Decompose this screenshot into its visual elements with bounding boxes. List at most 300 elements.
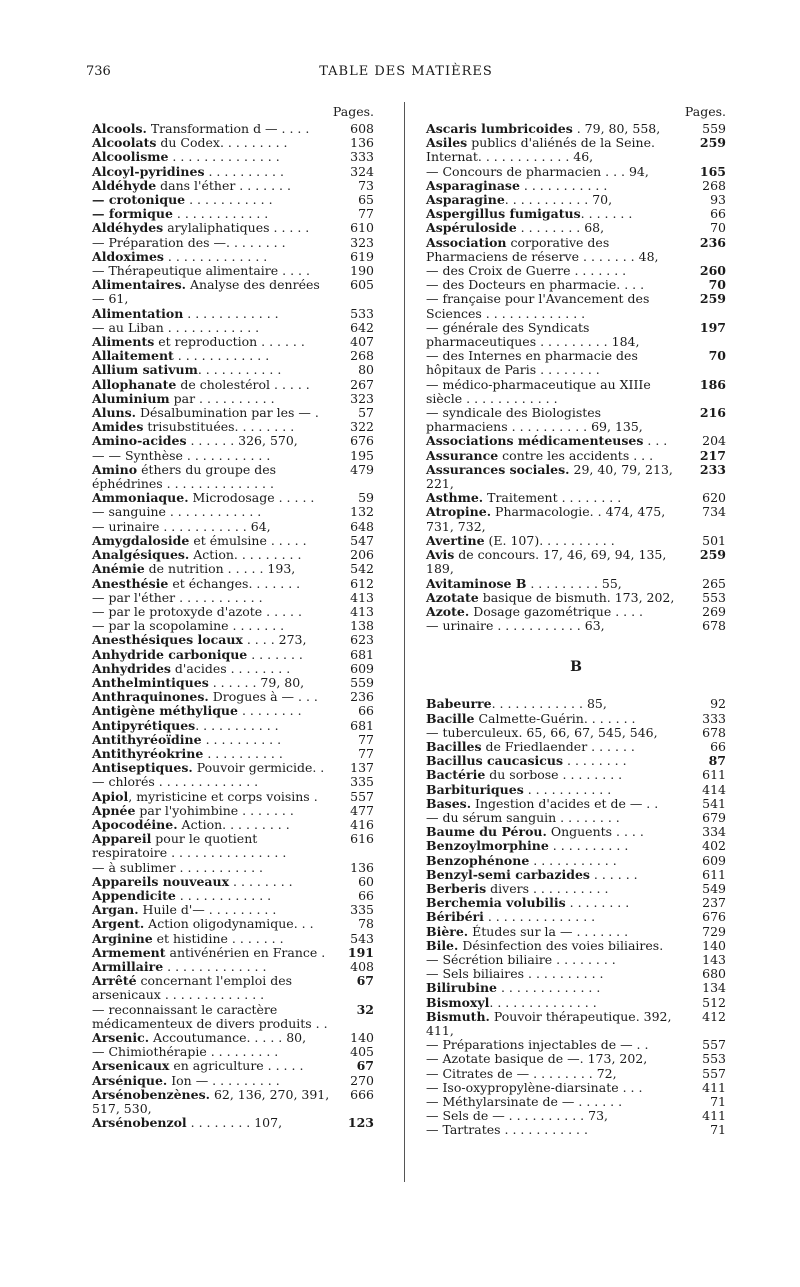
entry-text [92,761,330,775]
entry-text [426,825,682,839]
entry-text [426,953,682,967]
entry-page-number: 411 [702,1079,726,1095]
entry-page-number: 611 [702,866,726,882]
entry-heading: Antigène méthylique [92,703,238,719]
entry-page-number: 335 [350,774,374,790]
index-entry [426,882,726,896]
entry-text [92,221,330,235]
left-column [92,102,374,1130]
entry-heading: Barbituriques [426,781,524,797]
right-column [426,102,726,1138]
index-entry [426,264,726,278]
entry-detail: . . . . . . . . . . . . [183,305,279,321]
index-entry [92,804,374,818]
index-entry [92,449,374,463]
entry-detail: . . . . . . . . . . . [519,177,608,193]
entry-detail: . . . . . . . [247,646,303,662]
entry-page-number: 80 [358,362,374,378]
entry-detail: . . . . 273, [242,632,307,648]
entry-heading: Atropine. [426,504,492,520]
entry-detail: antivénérien en France . [165,944,326,960]
page-header [86,64,726,84]
entry-page-number: 611 [702,767,726,783]
entry-text [426,1095,682,1109]
entry-text [92,406,330,420]
entry-detail: (E. 107). . . . . . . . . . [484,532,615,548]
entry-detail: . . . . . . . . . . . . [173,348,270,364]
entry-heading: Bacille [426,710,475,726]
entry-page-number: 77 [358,206,374,222]
entry-page-number: 66 [710,738,726,754]
entry-heading: Avitaminose B [426,575,527,591]
entry-page-number: 236 [699,234,726,250]
entry-page-number: 260 [699,263,726,279]
entry-text [92,165,330,179]
index-entry [426,783,726,797]
index-entry [92,633,374,647]
entry-heading: Benzophénone [426,852,530,868]
entry-page-number: 136 [350,135,374,151]
entry-detail: — Sels de — . . . . . . . . . . 73, [426,1108,609,1124]
pages-column-heading: Pages. [684,104,726,119]
entry-detail: Pouvoir thérapeutique. 392, 411, [426,1008,672,1038]
index-entry [92,363,374,377]
entry-text [426,619,682,633]
entry-heading: Alcoolisme [92,149,169,165]
entry-detail: . . . . . . . . . 55, [526,575,622,591]
entry-heading: Aspergillus fumigatus [426,206,581,222]
entry-page-number: 557 [702,1037,726,1053]
index-entry [92,1045,374,1059]
entry-detail: — par la scopolamine . . . . . . . [92,618,285,634]
entry-text [92,1059,330,1073]
entry-detail: — urinaire . . . . . . . . . . . 64, [92,518,271,534]
index-entry [426,236,726,264]
entry-page-number: 66 [358,703,374,719]
index-entry [426,839,726,853]
entry-page-number: 619 [350,248,374,264]
entry-text [426,193,682,207]
entry-detail: . . . . . . . . . . . [523,781,612,797]
index-entry [92,733,374,747]
entry-text [426,1067,682,1081]
entry-heading: Antithyréokrine [92,745,204,761]
index-entry [92,704,374,718]
entry-detail: de nutrition . . . . . 193, [144,561,296,577]
entry-page-number: 678 [702,618,726,634]
index-entry [426,548,726,576]
entry-detail: . . . . . . . . [565,895,630,911]
page-number: 736 [86,64,111,79]
index-entry [426,591,726,605]
entry-page-number: 165 [699,163,726,179]
index-entry [92,335,374,349]
entry-detail: Transformation d — . . . . [146,121,310,136]
entry-text [426,1010,682,1038]
entry-page-number: 416 [350,816,374,832]
entry-heading: Bière. [426,923,469,939]
entry-text [92,690,330,704]
entry-text [92,790,330,804]
entry-detail: par . . . . . . . . . . [169,390,275,406]
index-entry [92,818,374,832]
entry-heading: Alimentaires. [92,277,187,293]
entry-page-number: 679 [702,809,726,825]
entry-detail: — à sublimer . . . . . . . . . . . [92,859,264,875]
running-title: TABLE DES MATIÈRES [319,64,493,79]
entry-text [92,378,330,392]
index-entry [92,278,374,306]
entry-detail: . . . . . . 326, 570, [186,433,298,449]
entry-detail: — Chimiothérapie . . . . . . . . . [92,1044,279,1060]
index-entry [426,534,726,548]
entry-heading: Aluns. [92,405,137,421]
entry-text [426,996,682,1010]
entry-page-number: 543 [350,930,374,946]
entry-text [426,463,682,491]
index-entry [426,726,726,740]
entry-detail: — par l'éther . . . . . . . . . . . [92,589,263,605]
entry-detail: . . . . . . . [580,206,633,222]
index-entry [426,967,726,981]
index-entry [92,719,374,733]
entry-heading: Anhydride carbonique [92,646,248,662]
entry-heading: Aspéruloside [426,220,517,236]
index-entry [426,697,726,711]
entry-detail: . . . . . . . . [563,753,627,769]
entry-text [92,264,330,278]
entry-text [426,967,682,981]
entry-page-number: 680 [702,966,726,982]
index-entry [92,662,374,676]
index-entry [92,917,374,931]
entry-page-number: 32 [356,1001,374,1017]
entry-detail: — par le protoxyde d'azote . . . . . [92,603,302,619]
entry-text [92,136,330,150]
entry-text [426,179,682,193]
index-list-right-b [426,697,726,1137]
entry-page-number: 70 [708,277,726,293]
entry-text [92,577,330,591]
entry-text [426,868,682,882]
entry-page-number: 143 [702,951,726,967]
entry-page-number: 408 [350,958,374,974]
entry-page-number: 324 [350,163,374,179]
entry-page-number: 323 [350,234,374,250]
entry-heading: Asparaginase [426,177,520,193]
entry-page-number: 195 [350,447,374,463]
entry-text [426,1109,682,1123]
entry-text [92,818,330,832]
entry-page-number: 402 [702,838,726,854]
entry-text [426,939,682,953]
index-entry [426,434,726,448]
entry-detail: — Sels biliaires . . . . . . . . . . [426,966,604,982]
entry-heading: Anthraquinones. [92,689,209,705]
entry-detail: corporative des Pharmaciens de réserve . . . . . . . 48, [426,234,659,264]
entry-heading: Baume du Pérou. [426,824,547,840]
entry-text [92,179,330,193]
entry-heading: Allophanate [92,376,177,392]
entry-text [92,520,330,534]
entry-text [92,832,330,860]
entry-text [426,740,682,754]
entry-text [92,1031,330,1045]
entry-page-number: 623 [350,632,374,648]
entry-detail: — Concours de pharmacien . . . 94, [426,163,649,179]
entry-heading: Argent. [92,916,145,932]
entry-detail: . . . . . . 79, 80, [208,674,305,690]
entry-detail: Ingestion d'acides et de — . . [471,795,659,811]
index-entry [92,150,374,164]
entry-page-number: 66 [710,206,726,222]
index-entry [92,861,374,875]
index-entry [92,378,374,392]
entry-detail: par l'yohimbine . . . . . . . [135,802,294,818]
entry-detail: Calmette-Guérin. . . . . . . [474,710,636,726]
entry-detail: — Tartrates . . . . . . . . . . . [426,1122,588,1138]
entry-page-number: 559 [350,674,374,690]
index-entry [92,946,374,960]
entry-text [92,662,330,676]
entry-detail: — Iso-oxypropylène-diarsinate . . . [426,1079,643,1095]
entry-page-number: 70 [710,220,726,236]
entry-text [92,733,330,747]
entry-heading: Bile. [426,937,459,953]
index-entry [92,420,374,434]
entry-page-number: 477 [350,802,374,818]
entry-detail: . . . . . . . . [229,873,293,889]
index-entry [426,179,726,193]
entry-heading: Alcoolats [92,135,157,151]
entry-detail: de concours. 17, 46, 69, 94, 135, 189, [426,547,667,577]
entry-detail: concernant l'emploi des arsenicaux . . . . . . . . . . . . . [92,973,293,1003]
entry-page-number: 335 [350,902,374,918]
entry-page-number: 93 [710,192,726,208]
entry-page-number: 206 [350,547,374,563]
entry-detail: et reproduction . . . . . . [154,334,305,350]
entry-page-number: 73 [358,177,374,193]
entry-page-number: 553 [702,589,726,605]
entry-page-number: 609 [350,660,374,676]
entry-detail: en agriculture . . . . . [169,1058,304,1074]
entry-page-number: 236 [350,689,374,705]
entry-heading: Assurances sociales. [426,461,570,477]
index-entry [92,1074,374,1088]
section-letter: B [570,659,582,676]
index-entry [92,832,374,860]
entry-detail: Pouvoir germicide. . [192,760,325,776]
entry-text [92,605,330,619]
entry-heading: Anhydrides [92,660,171,676]
entry-heading: Amygdaloside [92,532,190,548]
index-entry [92,932,374,946]
entry-detail: . . . . . . . . . . . . 85, [491,696,607,712]
index-entry [426,768,726,782]
entry-page-number: 676 [702,909,726,925]
entry-heading: Azotate [426,589,479,605]
entry-detail: et émulsine . . . . . [189,532,307,548]
index-entry [426,349,726,377]
entry-heading: Azote. [426,603,470,619]
entry-text [92,562,330,576]
entry-page-number: 60 [358,873,374,889]
entry-text [92,434,330,448]
entry-detail: — Citrates de — . . . . . . . . 72, [426,1065,617,1081]
entry-detail: pour le quotient respiratoire . . . . . . . . . . . . . . . [92,831,287,861]
entry-text [92,704,330,718]
entry-heading: Berchemia volubilis [426,895,566,911]
entry-heading: Arsenicaux [92,1058,170,1074]
index-entry [426,193,726,207]
entry-page-number: 547 [350,532,374,548]
index-entry [92,122,374,136]
index-entry [426,321,726,349]
entry-heading: Analgésiques. [92,547,190,563]
index-entry [92,775,374,789]
entry-text [426,548,682,576]
entry-detail: du sorbose . . . . . . . . [485,767,623,783]
entry-detail: — chlorés . . . . . . . . . . . . . [92,774,259,790]
index-entry [92,889,374,903]
index-entry [426,996,726,1010]
index-entry [92,648,374,662]
entry-detail: Accoutumance. . . . . 80, [149,1030,307,1045]
entry-detail: . . . [643,433,668,449]
entry-page-number: 412 [702,1008,726,1024]
entry-detail: , myristicine et corps voisins . [128,788,318,804]
entry-page-number: 67 [356,973,374,989]
entry-detail: . . . . . . . . . . . . . . [168,149,280,165]
entry-heading: Antiseptiques. [92,760,193,776]
entry-page-number: 333 [702,710,726,726]
index-entry [426,712,726,726]
entry-heading: Alcoyl-pyridines [92,163,205,179]
entry-detail: . . . . . . . . . . [204,163,284,179]
entry-text [92,463,330,491]
entry-detail: — tuberculeux. 65, 66, 67, 545, 546, [426,724,658,740]
entry-detail: Drogues à — . . . [208,689,318,705]
index-entry [92,790,374,804]
entry-detail: dans l'éther . . . . . . . [156,177,291,193]
entry-page-number: 237 [702,895,726,911]
index-entry [426,740,726,754]
entry-heading: Allium sativum [92,362,198,378]
entry-text [426,136,682,164]
entry-page-number: 542 [350,561,374,577]
entry-text [92,1088,330,1116]
entry-heading: Arsénobenzènes. [92,1086,210,1102]
entry-detail: . . . . . . . . . . . 70, [504,192,613,208]
entry-heading: Asthme. [426,490,484,506]
index-entry [426,868,726,882]
entry-heading: Allaitement [92,348,174,364]
entry-text [92,122,330,136]
index-entry [426,406,726,434]
entry-detail: — du sérum sanguin . . . . . . . . [426,809,620,825]
entry-page-number: 217 [699,447,726,463]
entry-page-number: 259 [699,135,726,151]
entry-detail: — des Internes en pharmacie des hôpitaux de Paris . . . . . . . . [426,348,638,378]
entry-detail: . . . . . . . . . . [203,745,283,761]
index-entry [426,953,726,967]
entry-text [92,903,330,917]
entry-text [92,932,330,946]
entry-heading: Alcools. [92,121,147,136]
entry-detail: basique de bismuth. 173, 202, [478,589,675,605]
entry-page-number: 140 [702,937,726,953]
entry-heading: Bases. [426,795,472,811]
entry-heading: Anthelmintiques [92,674,209,690]
entry-heading: Amino-acides [92,433,187,449]
index-entry [92,534,374,548]
entry-heading: Anesthésie [92,575,169,591]
entry-text [92,775,330,789]
entry-heading: Apnée [92,802,136,818]
entry-text [426,434,682,448]
entry-page-number: 479 [350,461,374,477]
index-entry [426,221,726,235]
entry-page-number: 259 [699,291,726,307]
entry-page-number: 136 [350,859,374,875]
entry-page-number: 216 [699,405,726,421]
entry-page-number: 92 [710,696,726,712]
entry-detail: . 79, 80, 558, [572,121,661,136]
index-entry [92,903,374,917]
index-entry [92,463,374,491]
index-entry [92,875,374,889]
entry-detail: — des Croix de Guerre . . . . . . . [426,263,627,279]
entry-page-number: 233 [699,461,726,477]
entry-text [426,1038,682,1052]
entry-text [426,783,682,797]
entry-text [92,648,330,662]
entry-heading: Argan. [92,902,139,918]
entry-text [92,974,330,1002]
entry-detail: . . . . . . . . 68, [516,220,605,236]
entry-detail: — française pour l'Avancement des Sciences . . . . . . . . . . . . . [426,291,650,321]
entry-detail: Désinfection des voies biliaires. [458,937,664,953]
entry-page-number: 57 [358,405,374,421]
entry-text [426,882,682,896]
entry-heading: Bismuth. [426,1008,490,1024]
pages-column-heading: Pages. [332,104,374,119]
entry-text [426,236,682,264]
entry-heading: Aldoximes [92,248,164,264]
index-entry [92,491,374,505]
entry-page-number: 557 [702,1065,726,1081]
entry-detail: Microdosage . . . . . [188,490,315,506]
entry-heading: Appendicite [92,887,176,903]
index-entry [426,1052,726,1066]
entry-page-number: 268 [350,348,374,364]
entry-detail: et histidine . . . . . . . [152,930,284,946]
entry-page-number: 501 [702,532,726,548]
index-list-right-a [426,122,726,633]
entry-detail: — Thérapeutique alimentaire . . . . [92,263,310,279]
entry-detail: Ion — . . . . . . . . . [167,1072,280,1088]
entry-detail: — Méthylarsinate de — . . . . . . [426,1094,623,1109]
entry-text [92,1003,330,1031]
index-entry [92,548,374,562]
entry-detail: Pharmacologie. . 474, 475, 731, 732, [426,504,666,534]
index-entry [92,690,374,704]
entry-text [426,754,682,768]
index-entry [92,321,374,335]
entry-page-number: 78 [358,916,374,932]
entry-detail: éthers du groupe des éphédrines . . . . . . . . . . . . . . [92,461,277,492]
entry-detail: 62, 136, 270, 391, 517, 530, [92,1086,330,1117]
